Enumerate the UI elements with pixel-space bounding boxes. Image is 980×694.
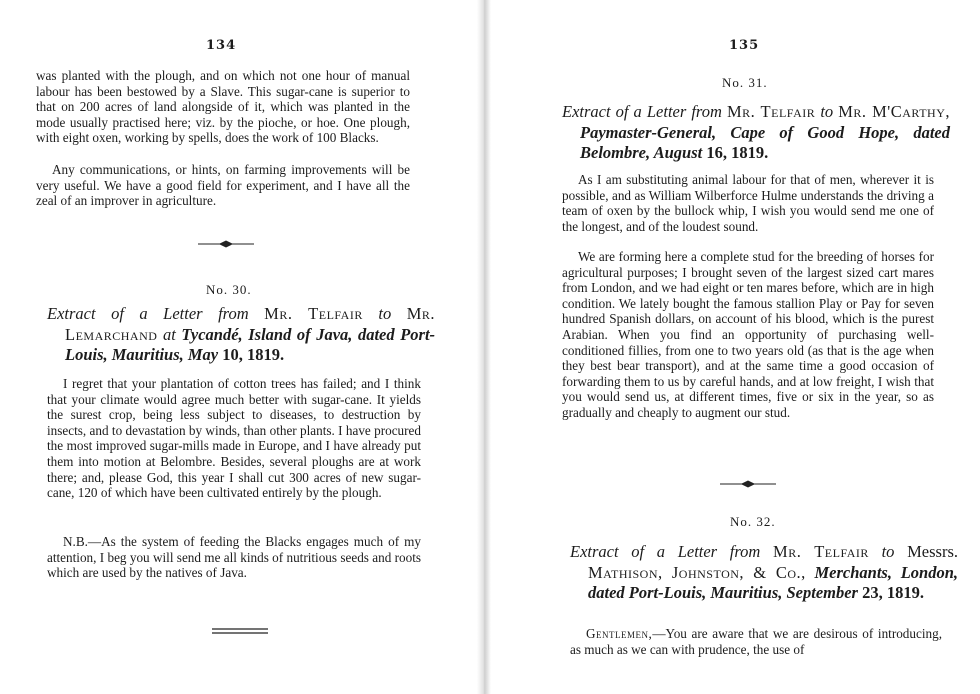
right-page: [490, 0, 980, 694]
page-number: 134: [206, 38, 237, 53]
letter-heading: [570, 542, 958, 604]
letter-body: I regret that your plantation of cotton trees has failed; and I think that your climate would agree much better with sugar-cane. It yields the surest crop, being less subject to diseases, to destruction by insects, and to devastation by winds, than other plants. I have procured the most improved sugar-mills made in Europe, and I have already put them into motion at Belombre. Besides, several ploughs are at work there; and, please God, this year I shall cut 300 acres of new sugar-cane, 120 of which have been cultivated entirely by the plough.: [47, 376, 421, 501]
opening-paragraph-2: Any communications, or hints, on farming improvements will be very useful. We have a good field for experiment, and I have all the zeal of an improver in agriculture.: [36, 162, 410, 209]
letter-number: No. 32.: [730, 514, 776, 529]
letter-body-2: We are forming here a complete stud for the breeding of horses for agricultural purposes; I brought seven of the largest sized cart mares from London, and we had eight or ten mares before, which are in high condition. We lately bought the famous stallion Play or Pay for seven hundred Spanish dollars, on account of his blood, which is the purest Arabian. When you find an opportunity of purchasing well-conditioned fillies, from one to two years old (as that is the age when they best bear transport), and at the same time a good occasion of forwarding them to us by careful hands, and at low freight, I wish that you would send us, at different times, five or six in the year, so as gradually and cheaply to augment our stud.: [562, 249, 934, 420]
letter-number: No. 31.: [722, 75, 768, 90]
opening-paragraph: was planted with the plough, and on which not one hour of manual labour has been bestowed by a Slave. This sugar-cane is superior to that on 200 acres of land alongside of it, which was planted in the mode usually practised here; viz. by the pioche, or hoe. One plough, with eight oxen, working by spells, does the work of 100 Blacks.: [36, 68, 410, 146]
letter-heading: [562, 102, 950, 164]
heading-extract: Extract of a Letter from: [562, 102, 722, 121]
heading-to-word: to: [378, 304, 392, 323]
letter-body-text: —You are aware that we are desirous of introducing, as much as we can with prudence, the use of: [570, 626, 942, 657]
letter-number: No. 30.: [206, 282, 252, 297]
heading-extract: Extract of a Letter from: [47, 304, 249, 323]
heading-date: 23, 1819.: [862, 583, 924, 602]
heading-recipient: Mr. Lemarchand: [65, 304, 436, 344]
heading-recipient: Mr. M'Carthy,: [838, 102, 951, 121]
section-divider-ornament: [198, 239, 254, 249]
letter-body: As I am substituting animal labour for that of men, wherever it is possible, and as William Wilberforce Hulme understands the driving a team of oxen by the bullock whip, I wish you would send me one of the longest, and of the loudest sound.: [562, 172, 934, 234]
page-number: 135: [729, 38, 760, 53]
heading-date: 10, 1819.: [222, 345, 285, 364]
heading-place: Paymaster-General, Cape of Good Hope, dated Belombre, August: [580, 122, 950, 162]
heading-place: Merchants, London, dated Port-Louis, Mauritius, September: [588, 562, 958, 602]
heading-to-word: to: [881, 542, 895, 561]
salutation: Gentlemen,: [586, 626, 653, 641]
letter-postscript: N.B.—As the system of feeding the Blacks engages much of my attention, I beg you will send me all kinds of nutritious seeds and roots which are used by the natives of Java.: [47, 534, 421, 581]
heading-sender: Mr. Telfair: [726, 102, 816, 121]
heading-sender: Mr. Telfair: [264, 304, 363, 323]
heading-date: 16, 1819.: [706, 143, 769, 162]
heading-place: Tycandé, Island of Java, dated Port-Louis, Mauritius, May: [65, 324, 436, 364]
heading-to-word: to: [820, 102, 834, 121]
heading-recipient-prefix: Messrs.: [907, 542, 959, 561]
heading-recipient: Mathison, Johnston, & Co.,: [588, 562, 806, 582]
heading-extract: Extract of a Letter from: [570, 542, 761, 561]
letter-body: [570, 626, 942, 657]
letter-heading: [47, 304, 435, 366]
section-divider-ornament: [720, 479, 776, 489]
end-double-rule: [212, 619, 268, 638]
left-page: [0, 0, 480, 694]
heading-at-word: at: [163, 324, 176, 344]
heading-sender: Mr. Telfair: [773, 542, 869, 561]
